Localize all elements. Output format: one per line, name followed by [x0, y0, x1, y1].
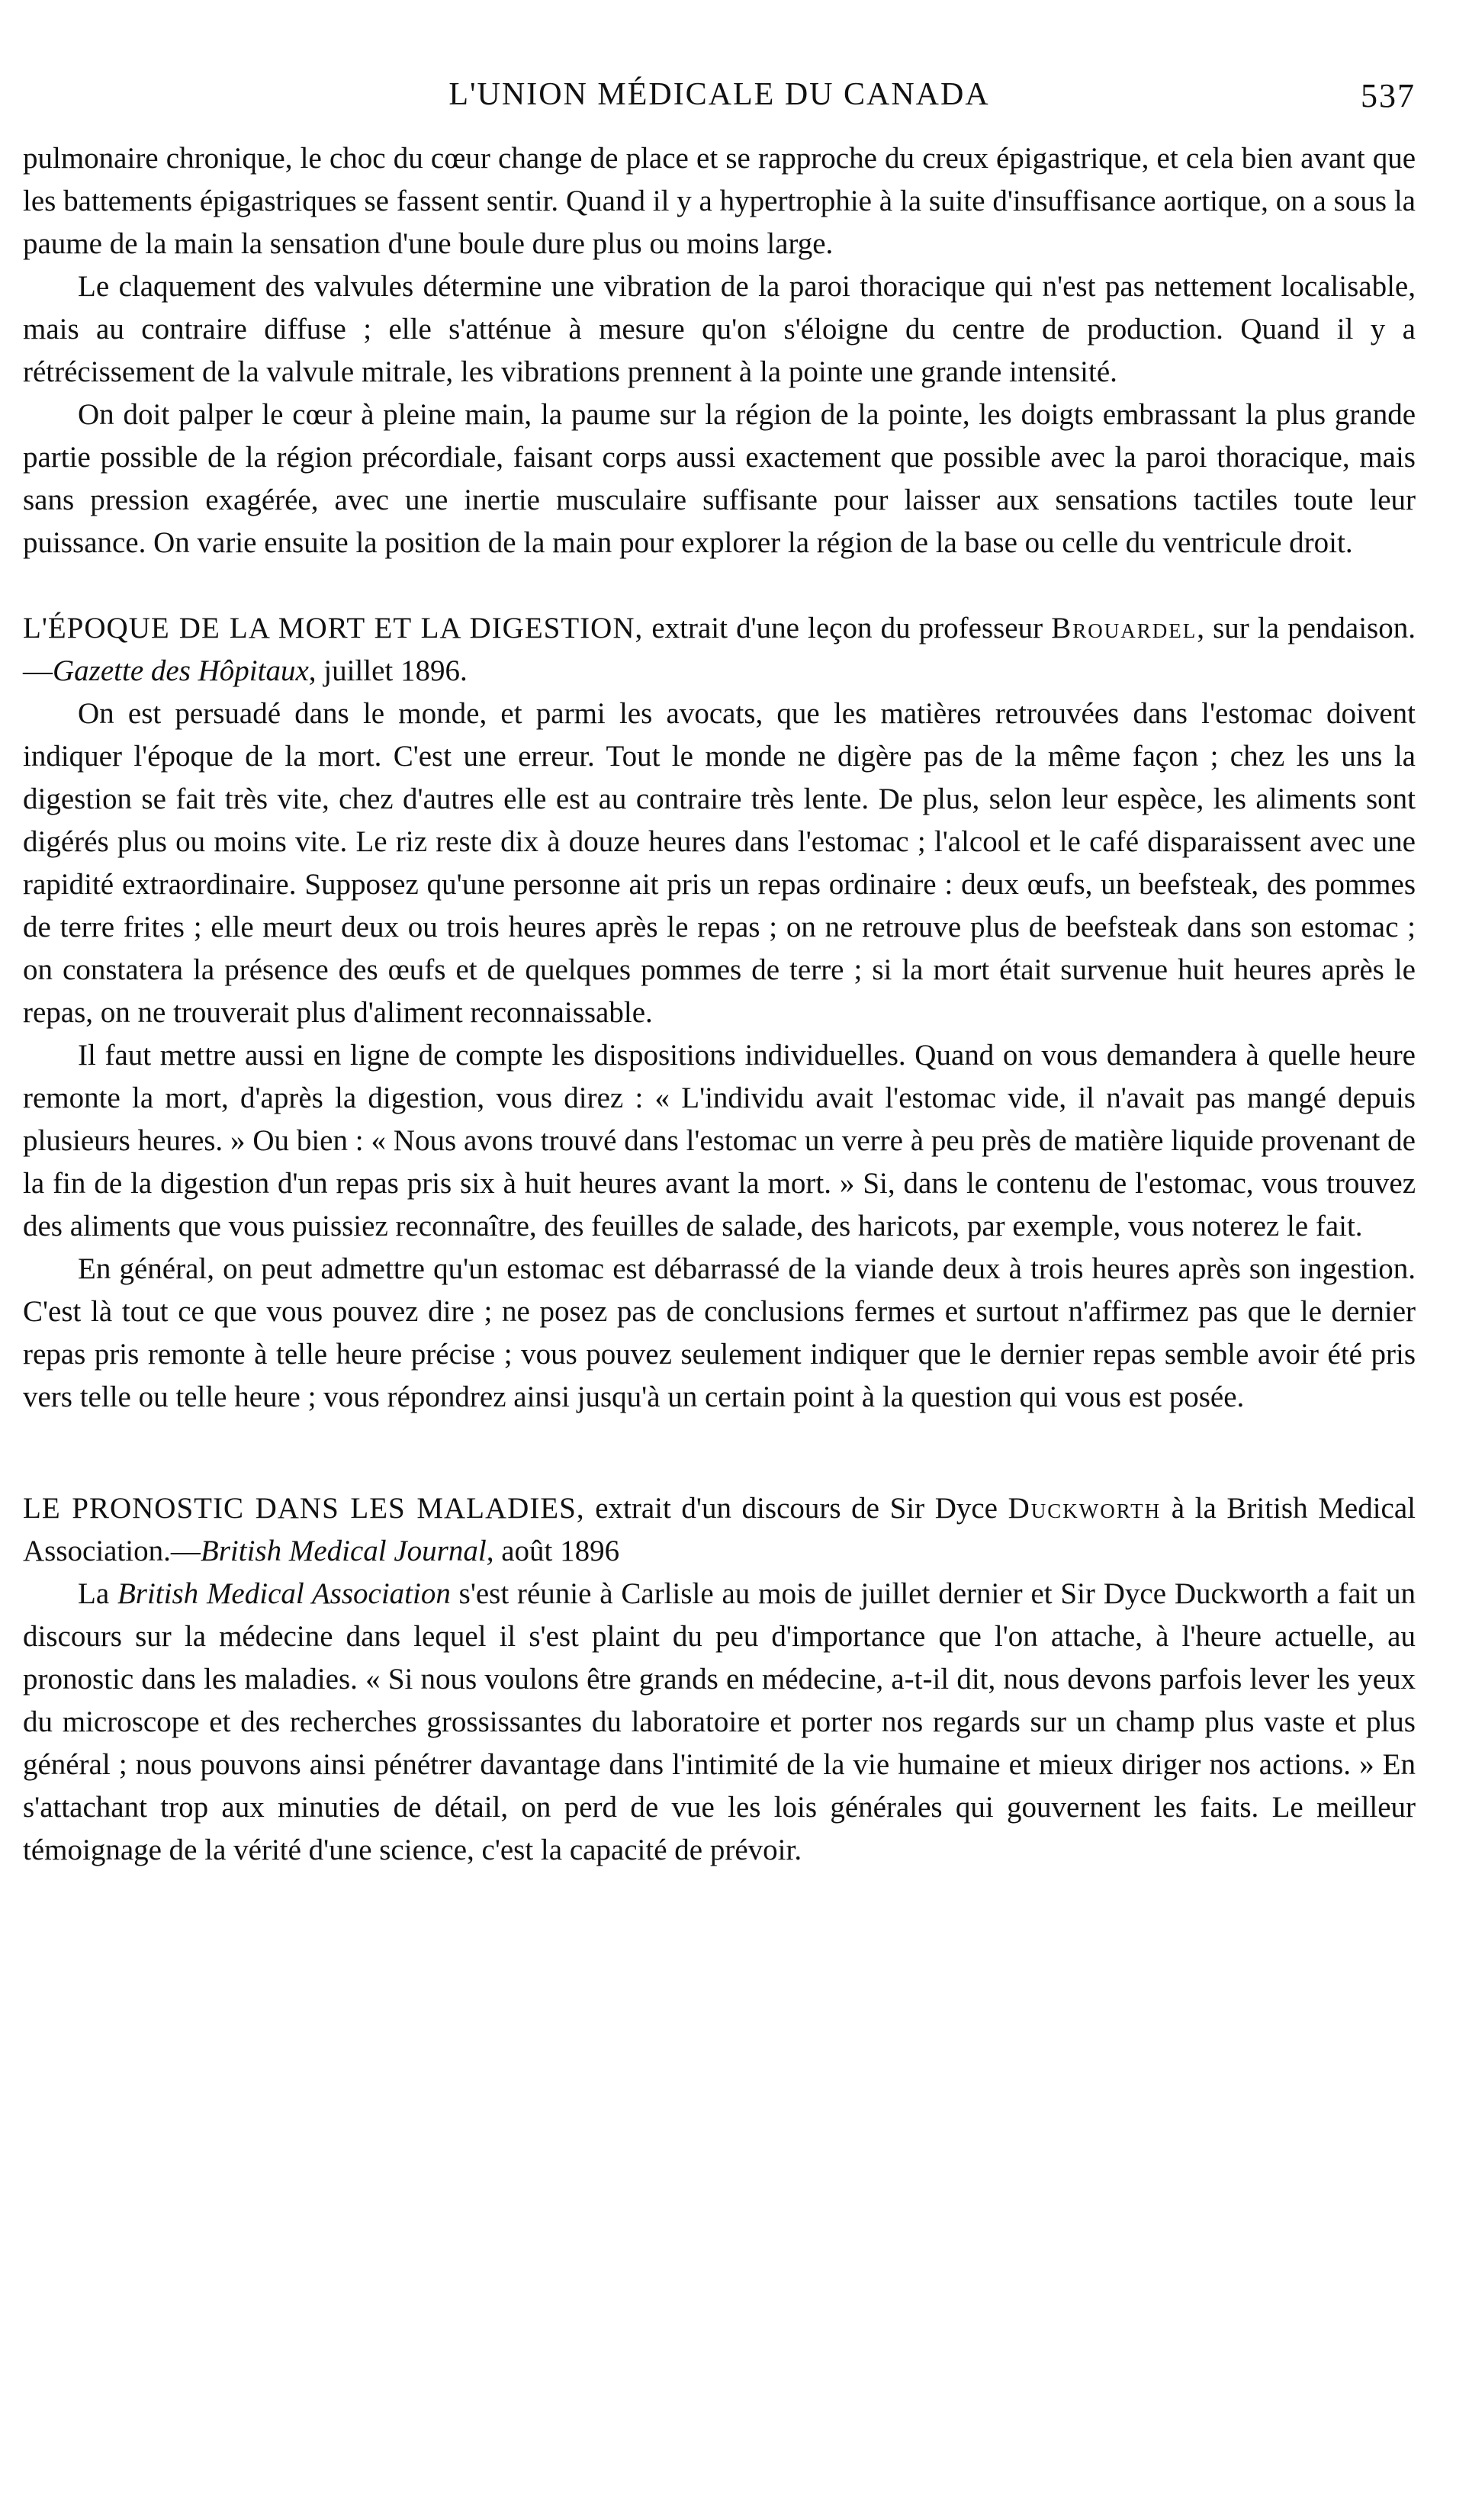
article-date: août 1896	[493, 1535, 620, 1567]
article-source: Gazette des Hôpitaux	[53, 654, 309, 687]
paragraph	[23, 1573, 1416, 1872]
paragraph-rest: s'est réunie à Carlisle au mois de juillet dernier et Sir Dyce Duckworth a fait un discours sur la médecine dans lequel il s'est plaint du peu d'importance que l'on attache, à l'heure actuelle, au pronostic dans les maladies. « Si nous voulons être grands en médecine, a-t-il dit, nous devons parfois lever les yeux du microscope et des recherches grossissantes du laboratoire et porter nos regards sur un champ plus vaste et plus général ; nous pouvons ainsi pénétrer davantage dans l'intimité de la vie humaine et mieux diriger nos actions. » En s'attachant trop aux minuties de détail, on perd de vue les lois générales qui gouvernent les faits. Le meilleur témoignage de la vérité d'une science, c'est la capacité de prévoir.	[23, 1577, 1416, 1866]
paragraph-start: La	[78, 1577, 117, 1610]
paragraph: pulmonaire chronique, le choc du cœur change de place et se rapproche du creux épigastrique, et cela bien avant que les battements épigastriques se fassent sentir. Quand il y a hypertrophie à la suite d'insuffisance aortique, on a sous la paume de la main la sensation d'une boule dure plus ou moins large.	[23, 142, 1416, 260]
paragraph: Le claquement des valvules détermine une vibration de la paroi thoracique qui n'est pas nettement localisable, mais au contraire diffuse ; elle s'atténue à mesure qu'on s'éloigne du centre de production. Quand il y a rétrécissement de la valvule mitrale, les vibrations prennent à la pointe une grande intensité.	[23, 270, 1416, 388]
article-title: LE PRONOSTIC DANS LES MALADIES,	[23, 1492, 585, 1525]
paragraph: Il faut mettre aussi en ligne de compte les dispositions individuelles. Quand on vous demandera à quelle heure remonte la mort, d'après la digestion, vous direz : « L'individu avait l'estomac vide, il n'avait pas mangé depuis plusieurs heures. » Ou bien : « Nous avons trouvé dans l'estomac un verre à peu près de matière liquide provenant de la fin de la digestion d'un repas pris six à huit heures avant la mort. » Si, dans le contenu de l'estomac, vous trouvez des aliments que vous puissiez reconnaître, des feuilles de salade, des haricots, par exemple, vous noterez le fait.	[23, 1039, 1416, 1242]
article-author: Brouardel	[1051, 612, 1197, 644]
article-heading	[23, 1487, 1416, 1573]
article-source: British Medical Journal,	[200, 1535, 494, 1567]
article-pronostic	[23, 1487, 1416, 1872]
article-author: Duckworth	[1008, 1492, 1162, 1525]
article-heading	[23, 607, 1416, 693]
article-after-author: à la British Medical Association.—	[23, 1492, 1416, 1567]
continued-text	[23, 137, 1416, 564]
article-intro: extrait d'une leçon du professeur	[643, 612, 1052, 644]
paragraph: On doit palper le cœur à pleine main, la paume sur la région de la pointe, les doigts embrassant la plus grande partie possible de la région précordiale, faisant corps aussi exactement que possible avec la paroi thoracique, mais sans pression exagérée, avec une inertie musculaire suffisante pour laisser aux sensations tactiles toute leur puissance. On varie ensuite la position de la main pour explorer la région de la base ou celle du ventricule droit.	[23, 398, 1416, 559]
journal-title: L'UNION MÉDICALE DU CANADA	[448, 77, 990, 112]
article-epoque-de-la-mort	[23, 607, 1416, 1419]
paragraph: On est persuadé dans le monde, et parmi les avocats, que les matières retrouvées dans l'estomac doivent indiquer l'époque de la mort. C'est une erreur. Tout le monde ne digère pas de la même façon ; chez les uns la digestion se fait très vite, chez d'autres elle est au contraire très lente. De plus, selon leur espèce, les aliments sont digérés plus ou moins vite. Le riz reste dix à douze heures dans l'estomac ; l'alcool et le café disparaissent avec une rapidité extraordinaire. Supposez qu'une personne ait pris un repas ordinaire : deux œufs, un beefsteak, des pommes de terre frites ; elle meurt deux ou trois heures après le repas ; on ne retrouve plus de beefsteak dans son estomac ; on constatera la présence des œufs et de quelques pommes de terre ; si la mort était survenue huit heures après le repas, on ne trouverait plus d'aliment reconnaissable.	[23, 697, 1416, 1029]
page-body	[23, 137, 1416, 1872]
paragraph: En général, on peut admettre qu'un estomac est débarrassé de la viande deux à trois heures après son ingestion. C'est là tout ce que vous pouvez dire ; ne posez pas de conclusions fermes et surtout n'affirmez pas que le dernier repas pris remonte à telle heure précise ; vous pouvez seulement indiquer que le dernier repas semble avoir été pris vers telle ou telle heure ; vous répondrez ainsi jusqu'à un certain point à la question qui vous est posée.	[23, 1252, 1416, 1413]
running-header	[23, 76, 1416, 137]
page-number: 537	[1361, 77, 1416, 114]
article-title: L'ÉPOQUE DE LA MORT ET LA DIGESTION,	[23, 612, 644, 644]
article-date: , juillet 1896.	[308, 654, 468, 687]
article-after-author: , sur la pendaison.—	[23, 612, 1416, 687]
article-intro: extrait d'un discours de Sir Dyce	[584, 1492, 1008, 1525]
emphasis: British Medical Association	[117, 1577, 451, 1610]
